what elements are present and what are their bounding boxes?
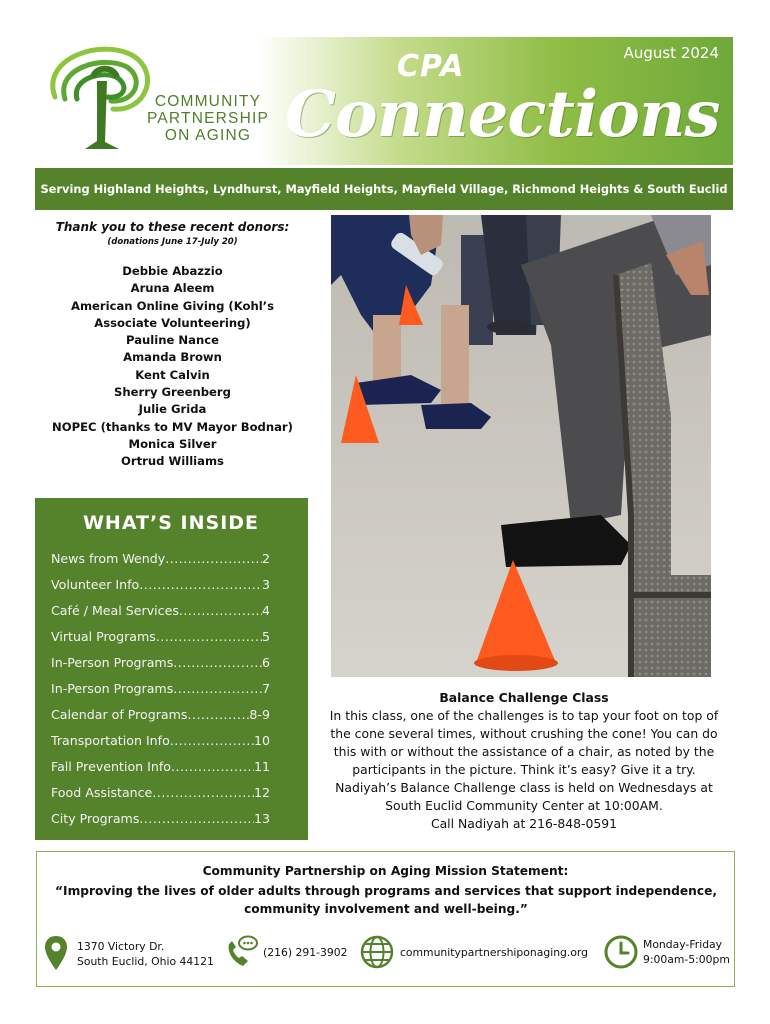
- toc-title: Virtual Programs: [51, 629, 156, 644]
- toc-page: 3: [261, 577, 270, 592]
- mission-line: “Improving the lives of older adults through programs and services that support independence,: [55, 884, 717, 898]
- toc-title: Café / Meal Services: [51, 603, 179, 618]
- toc-page: 6: [261, 655, 270, 670]
- toc-page: 8-9: [249, 707, 270, 722]
- toc-item[interactable]: [51, 572, 270, 598]
- toc-leader: [173, 676, 262, 702]
- issue-date: August 2024: [623, 44, 719, 62]
- balance-line: South Euclid Community Center at 10:00AM.: [385, 798, 663, 813]
- cpa-logo: [35, 37, 285, 165]
- logo-line-2: PARTNERSHIP: [147, 110, 270, 127]
- newsletter-title: Connections: [285, 77, 720, 152]
- address-text: [77, 939, 214, 969]
- toc-title: Fall Prevention Info: [51, 759, 171, 774]
- balance-line: Call Nadiyah at 216-848-0591: [430, 816, 618, 831]
- toc-item[interactable]: [51, 598, 270, 624]
- toc-leader: [152, 780, 254, 806]
- map-pin-icon: [43, 934, 69, 974]
- whats-inside-box: [35, 498, 308, 840]
- donor-name: Monica Silver: [128, 436, 217, 451]
- balance-body: [318, 707, 730, 833]
- toc-leader: [165, 546, 262, 572]
- toc-title: Transportation Info: [51, 733, 170, 748]
- phone-chat-icon: [223, 934, 259, 970]
- globe-icon: [359, 934, 395, 970]
- hours-line-2: 9:00am-5:00pm: [643, 953, 730, 966]
- balance-challenge-caption: [318, 690, 730, 833]
- donor-name: Julie Grida: [138, 402, 207, 417]
- cpa-wordmark: CPA: [397, 49, 465, 84]
- toc-item[interactable]: [51, 702, 270, 728]
- toc-page: 2: [261, 551, 270, 566]
- donor-name: Aruna Aleem: [130, 281, 215, 296]
- toc-title: City Programs: [51, 811, 140, 826]
- toc-title: In-Person Programs: [51, 655, 174, 670]
- contact-hours: [603, 934, 730, 970]
- hours-text: [643, 937, 730, 967]
- balance-line: Nadiyah’s Balance Challenge class is held on Wednesdays at: [335, 780, 713, 795]
- toc-item[interactable]: [51, 546, 270, 572]
- toc-page: 13: [253, 811, 270, 826]
- toc-page: 11: [253, 759, 270, 774]
- balance-title: Balance Challenge Class: [439, 690, 609, 705]
- logo-text: [147, 93, 269, 144]
- toc-item[interactable]: [51, 650, 270, 676]
- toc-item[interactable]: [51, 728, 270, 754]
- toc-item[interactable]: [51, 780, 270, 806]
- balance-line: this with or without the assistance of a chair, as noted by the: [333, 744, 715, 759]
- donors-section: [40, 220, 305, 471]
- donor-name: Kent Calvin: [135, 367, 210, 382]
- balance-line: In this class, one of the challenges is to tap your foot on top of: [329, 708, 719, 723]
- website-url: communitypartnershiponaging.org: [400, 945, 589, 959]
- contact-phone[interactable]: [223, 934, 347, 970]
- donor-name: Ortrud Williams: [121, 454, 224, 469]
- clock-icon: [603, 934, 639, 970]
- toc-item[interactable]: [51, 806, 270, 832]
- toc-leader: [187, 702, 249, 728]
- contact-website[interactable]: [359, 934, 588, 970]
- toc-page: 4: [261, 603, 270, 618]
- address-line-1: 1370 Victory Dr.: [77, 940, 165, 953]
- toc-page: 5: [261, 629, 270, 644]
- toc-leader: [170, 728, 254, 754]
- donor-name: Debbie Abazzio: [122, 264, 223, 278]
- contact-address: [43, 934, 214, 974]
- toc-leader: [139, 572, 262, 598]
- toc-item[interactable]: [51, 754, 270, 780]
- logo-line-1: COMMUNITY: [154, 93, 262, 110]
- toc-leader: [156, 624, 262, 650]
- donor-name: American Online Giving (Kohl’s: [71, 298, 274, 313]
- toc-title: In-Person Programs: [51, 681, 174, 696]
- toc-page: 7: [261, 681, 270, 696]
- mission-line: community involvement and well-being.”: [244, 902, 528, 916]
- whats-inside-title: WHAT’S INSIDE: [82, 512, 260, 534]
- toc-leader: [139, 806, 254, 832]
- donor-name: Amanda Brown: [123, 350, 222, 365]
- toc-leader: [171, 754, 254, 780]
- donor-name: Sherry Greenberg: [114, 385, 231, 400]
- balance-line: the cone several times, without crushing the cone! You can do: [330, 726, 718, 741]
- donor-name: NOPEC (thanks to MV Mayor Bodnar): [52, 419, 293, 434]
- address-line-2: South Euclid, Ohio 44121: [77, 955, 214, 968]
- toc-page: 12: [253, 785, 270, 800]
- logo-line-3: ON AGING: [164, 127, 252, 144]
- toc-item[interactable]: [51, 624, 270, 650]
- toc-page: 10: [253, 733, 270, 748]
- hours-line-1: Monday-Friday: [643, 938, 723, 951]
- mission-statement: [51, 882, 721, 918]
- toc-leader: [173, 650, 262, 676]
- toc-title: Volunteer Info: [51, 577, 140, 592]
- balance-line: participants in the picture. Think it’s easy? Give it a try.: [352, 762, 696, 777]
- balance-class-photo: [331, 215, 711, 677]
- donor-name: Pauline Nance: [126, 333, 219, 348]
- mission-box: [36, 851, 735, 987]
- donors-title: Thank you to these recent donors:: [55, 220, 290, 234]
- masthead: [35, 37, 733, 165]
- toc-title: Food Assistance: [51, 785, 153, 800]
- service-area-banner: Serving Highland Heights, Lyndhurst, Mayfield Heights, Mayfield Village, Richmond Heights & South Euclid: [35, 168, 733, 210]
- mission-title: Community Partnership on Aging Mission Statement:: [202, 864, 569, 878]
- toc-leader: [179, 598, 262, 624]
- donors-subtitle: (donations June 17-July 20): [107, 237, 238, 247]
- toc-item[interactable]: [51, 676, 270, 702]
- donor-name: Associate Volunteering): [94, 315, 251, 330]
- phone-number: (216) 291-3902: [263, 945, 348, 959]
- toc-title: Calendar of Programs: [51, 707, 188, 722]
- toc-title: News from Wendy: [51, 551, 166, 566]
